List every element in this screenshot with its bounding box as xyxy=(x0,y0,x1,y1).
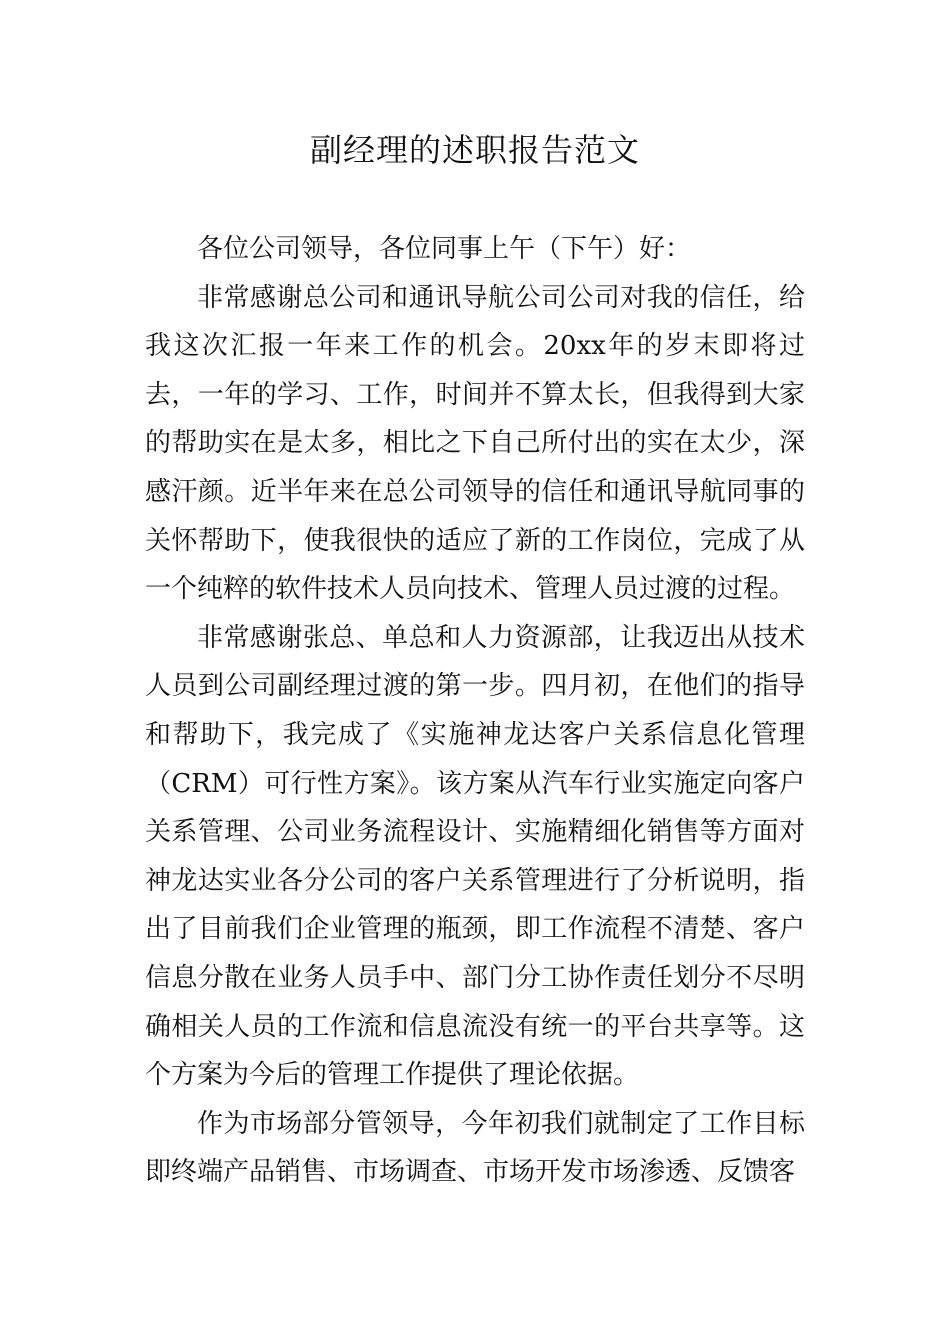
document-title: 副经理的述职报告范文 xyxy=(309,131,640,169)
paragraph-thanks-company: 非常感谢总公司和通讯导航公司公司对我的信任，给我这次汇报一年来工作的机会。20xx年的岁末即将过去，一年的学习、工作，时间并不算太长，但我得到大家的帮助实在是太多，相比之下自己所付出的实在太少，深感汗颜。近半年来在总公司领导的信任和通讯导航同事的关怀帮助下，使我很快的适应了新的工作岗位，完成了从一个纯粹的软件技术人员向技术、管理人员过渡的过程。 xyxy=(145,282,805,605)
document-body xyxy=(145,225,805,1197)
paragraph-greeting: 各位公司领导，各位同事上午（下午）好： xyxy=(197,234,692,264)
paragraph-market-goals: 作为市场部分管领导，今年初我们就制定了工作目标即终端产品销售、市场调查、市场开发市场渗透、反馈客 xyxy=(145,1108,805,1188)
paragraph-crm-plan: 非常感谢张总、单总和人力资源部，让我迈出从技术人员到公司副经理过渡的第一步。四月初，在他们的指导和帮助下，我完成了《实施神龙达客户关系信息化管理（CRM）可行性方案》。该方案从汽车行业实施定向客户关系管理、公司业务流程设计、实施精细化销售等方面对神龙达实业各分公司的客户关系管理进行了分析说明，指出了目前我们企业管理的瓶颈，即工作流程不清楚、客户信息分散在业务人员手中、部门分工协作责任划分不尽明确相关人员的工作流和信息流没有统一的平台共享等。这个方案为今后的管理工作提供了理论依据。 xyxy=(145,622,805,1091)
